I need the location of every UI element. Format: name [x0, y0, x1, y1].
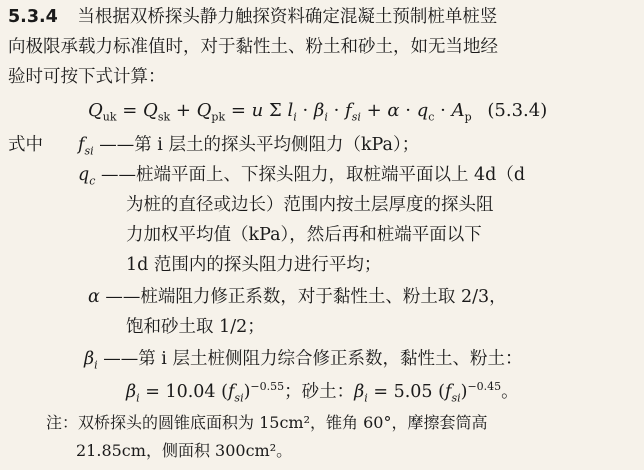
clause-intro-2: 向极限承载力标准值时，对于黏性土、粉土和砂土，如无当地经 — [8, 37, 498, 57]
def-fsi-desc: ——第 i 层土的探头平均侧阻力（kPa）； — [99, 135, 420, 155]
where-label: 式中 — [8, 135, 43, 155]
symbol-alpha: α — [88, 287, 100, 307]
formula: $Q_{uk} = Q_{sk} + Q_{pk} = u$ Σ $l_i \cdot \beta_i \cdot f_{si} + \alpha \cdot q_c \cdot A_p$ (5.3.4) — [88, 100, 548, 124]
note-line-1: 注：双桥探头的圆锥底面积为 15cm²，锥角 60°，摩擦套筒高 — [46, 413, 488, 432]
clause-intro-1: 当根据双桥探头静力触探资料确定混凝土预制桩单桩竖 — [77, 7, 498, 27]
clause-number: 5.3.4 — [8, 7, 58, 27]
note-line-2: 21.85cm，侧面积 300cm²。 — [76, 441, 293, 460]
def-qc-desc-4: 1d 范围内的探头阻力进行平均； — [126, 255, 382, 275]
def-qc-desc-1: ——桩端平面上、下探头阻力，取桩端平面以上 4d（d — [100, 165, 526, 185]
def-qc-desc-3: 力加权平均值（kPa），然后再和桩端平面以下 — [126, 225, 482, 245]
def-alpha-desc-2: 饱和砂土取 1/2； — [126, 317, 265, 337]
clause-intro-3: 验时可按下式计算： — [8, 67, 166, 87]
symbol-qc: $q_c$ — [78, 165, 96, 188]
def-beta-desc-2: $\beta_i = 10.04$ $(f_{si})^{-0.55}$；砂土：$\beta_i = 5.05$ $(f_{si})^{-0.45}$。 — [126, 380, 519, 405]
def-alpha — [88, 282, 507, 312]
def-alpha-desc-1: ——桩端阻力修正系数，对于黏性土、粉土取 2/3， — [105, 287, 507, 307]
formula-number: (5.3.4) — [487, 100, 548, 121]
def-beta-desc-1: ——第 i 层土桩侧阻力综合修正系数，黏性土、粉土： — [103, 349, 523, 369]
symbol-beta: $\beta_i$ — [84, 349, 98, 372]
symbol-fsi: $f_{si}$ — [78, 135, 94, 158]
clause-line-1 — [8, 2, 497, 32]
def-qc-desc-2: 为桩的直径或边长）范围内按土层厚度的探头阻 — [126, 195, 494, 215]
